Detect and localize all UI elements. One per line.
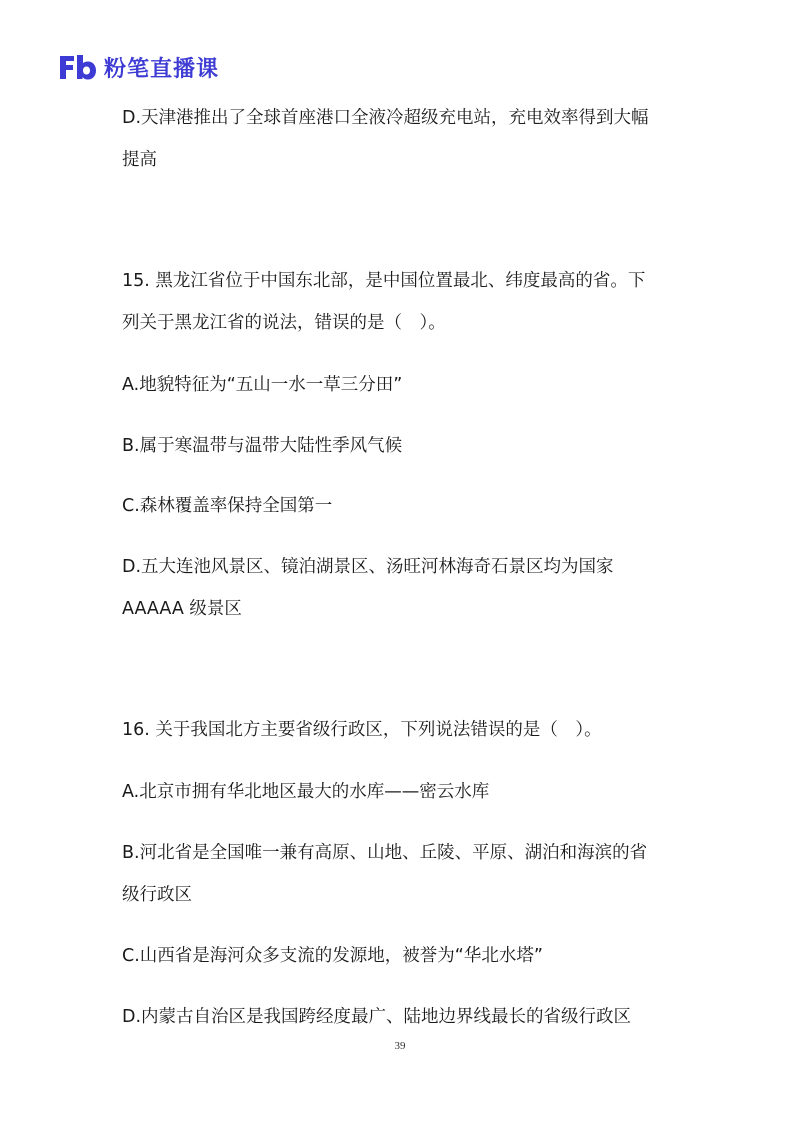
logo-text: 粉笔直播课 <box>104 56 220 82</box>
header <box>58 50 219 84</box>
option-c: C.森林覆盖率保持全国第一 <box>122 496 333 516</box>
option-b: B.属于寒温带与温带大陆性季风气候 <box>122 436 403 456</box>
question-stem: 16. 关于我国北方主要省级行政区，下列说法错误的是（ ）。 <box>122 720 602 740</box>
question-stem: 15. 黑龙江省位于中国东北部，是中国位置最北、纬度最高的省。下 <box>122 271 646 291</box>
option-a: A.地貌特征为“五山一水一草三分田” <box>122 375 403 395</box>
page-number: 39 <box>394 1040 406 1052</box>
option-b: B.河北省是全国唯一兼有高原、山地、丘陵、平原、湖泊和海滨的省 <box>122 843 648 863</box>
option-d: AAAAA 级景区 <box>122 599 242 619</box>
option-b: 级行政区 <box>122 885 192 905</box>
option-c: C.山西省是海河众多支流的发源地，被誉为“华北水塔” <box>122 946 543 966</box>
option-d: D.内蒙古自治区是我国跨经度最广、陆地边界线最长的省级行政区 <box>122 1007 632 1027</box>
fenbi-logo-icon <box>58 52 98 82</box>
text-line: 提高 <box>122 150 157 170</box>
option-d: D.五大连池风景区、镜泊湖景区、汤旺河林海奇石景区均为国家 <box>122 557 614 577</box>
option-a: A.北京市拥有华北地区最大的水库——密云水库 <box>122 782 490 802</box>
text-line: D.天津港推出了全球首座港口全液冷超级充电站，充电效率得到大幅 <box>122 108 649 128</box>
question-stem: 列关于黑龙江省的说法，错误的是（ ）。 <box>122 313 446 333</box>
